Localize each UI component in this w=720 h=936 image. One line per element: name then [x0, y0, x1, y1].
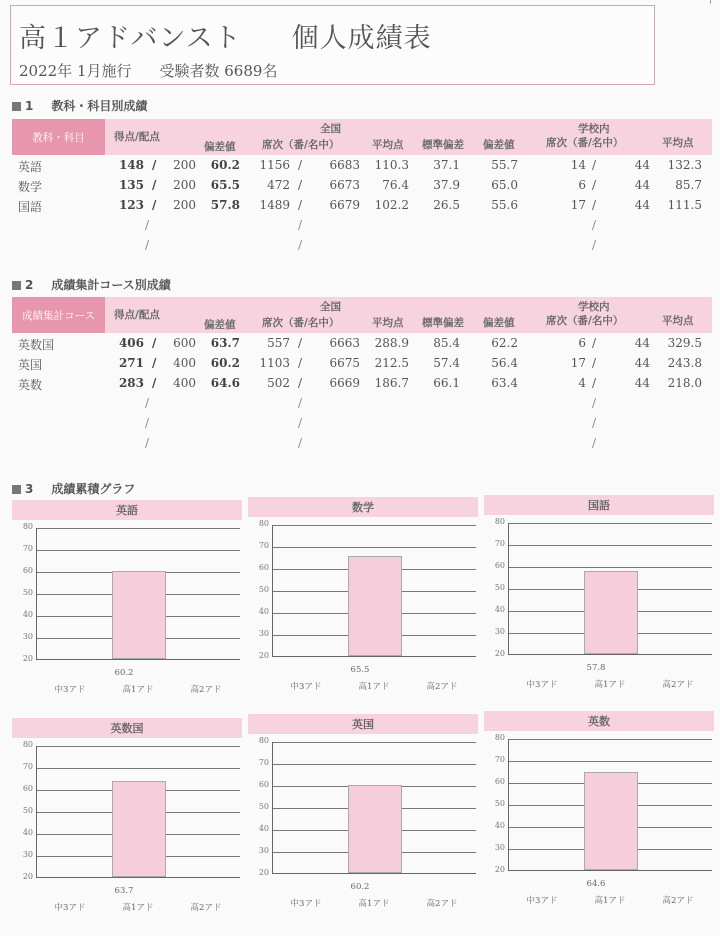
x-tick-label: 高2アド [426, 899, 458, 909]
row-rank: 1156 [259, 158, 290, 172]
row-total: 6683 [329, 158, 360, 172]
square-bullet-icon [12, 102, 21, 111]
slash: / [152, 158, 157, 172]
y-tick-label: 20 [494, 649, 505, 658]
slash: / [592, 218, 597, 232]
y-tick-label: 30 [258, 629, 269, 638]
slash: / [145, 436, 150, 450]
header-first-column: 教科・科目 [12, 119, 105, 155]
slash: / [592, 158, 597, 172]
bar-value-label: 63.7 [114, 886, 134, 896]
table-row [0, 376, 720, 396]
section-3-title: 3 成績累積グラフ [12, 480, 135, 497]
row-score: 271 [118, 356, 144, 370]
chart-title: 英数国 [12, 718, 242, 738]
y-tick-label: 80 [494, 733, 505, 742]
slash: / [592, 356, 597, 370]
slash: / [592, 198, 597, 212]
y-tick-label: 20 [258, 651, 269, 660]
row-school-rank: 4 [578, 376, 586, 390]
header-first-column: 成績集計コース [12, 297, 105, 333]
x-tick-label: 高1アド [358, 899, 390, 909]
y-tick-label: 50 [258, 585, 269, 594]
bar-value-label: 60.2 [350, 882, 370, 892]
row-school-average: 243.8 [667, 356, 702, 370]
header-school-average: 平均点 [662, 315, 694, 327]
table-row [0, 436, 720, 456]
row-max: 200 [173, 158, 196, 172]
row-max: 200 [173, 178, 196, 192]
row-max: 400 [173, 376, 196, 390]
row-total: 6679 [329, 198, 360, 212]
row-max: 400 [173, 356, 196, 370]
header-national: 全国 [320, 301, 341, 313]
header-school-average: 平均点 [662, 137, 694, 149]
bar-chart [12, 500, 242, 710]
y-tick-label: 60 [258, 563, 269, 572]
row-total: 6675 [329, 356, 360, 370]
chart-plot-area [258, 736, 476, 877]
gridline [273, 547, 476, 548]
bar [584, 772, 638, 870]
x-tick-label: 高1アド [122, 903, 154, 913]
row-school-average: 132.3 [667, 158, 702, 172]
slash: / [592, 178, 597, 192]
row-score: 283 [118, 376, 144, 390]
row-total: 6663 [329, 336, 360, 350]
chart-title: 英数 [484, 711, 714, 731]
y-tick-label: 20 [258, 868, 269, 877]
y-tick-label: 30 [258, 846, 269, 855]
row-school-total: 44 [634, 158, 650, 172]
y-tick-label: 50 [258, 802, 269, 811]
y-tick-label: 70 [22, 762, 33, 771]
gridline [37, 528, 240, 529]
header-score: 得点/配点 [114, 131, 160, 143]
x-tick-label: 中3アド [54, 685, 86, 695]
header-school-rank: 席次（番/名中） [546, 137, 624, 149]
row-school-total: 44 [634, 356, 650, 370]
row-average: 76.4 [382, 178, 409, 192]
slash: / [145, 238, 150, 252]
row-school-total: 44 [634, 376, 650, 390]
exam-date: 2022年 1月施行 [19, 62, 132, 80]
slash: / [298, 178, 303, 192]
row-max: 200 [173, 198, 196, 212]
header-rank: 席次（番/名中） [262, 139, 340, 151]
row-score: 123 [118, 198, 144, 212]
x-tick-label: 高2アド [190, 903, 222, 913]
row-rank: 1489 [259, 198, 290, 212]
slash: / [592, 376, 597, 390]
y-tick-label: 20 [22, 654, 33, 663]
bar-chart [12, 718, 242, 928]
y-tick-label: 60 [494, 777, 505, 786]
y-tick-label: 60 [494, 561, 505, 570]
gridline [509, 523, 712, 524]
x-tick-label: 高1アド [594, 680, 626, 690]
row-deviation: 63.7 [210, 336, 240, 350]
row-total: 6669 [329, 376, 360, 390]
row-school-rank: 17 [570, 198, 586, 212]
y-tick-label: 20 [494, 865, 505, 874]
y-tick-label: 30 [494, 843, 505, 852]
bar [348, 556, 402, 656]
y-tick-label: 70 [494, 539, 505, 548]
row-average: 288.9 [374, 336, 409, 350]
slash: / [298, 336, 303, 350]
x-tick-label: 高2アド [662, 680, 694, 690]
section-2-table-header [12, 297, 712, 333]
header-national: 全国 [320, 123, 341, 135]
x-tick-label: 中3アド [54, 903, 86, 913]
header-school: 学校内 [578, 123, 610, 135]
slash: / [298, 376, 303, 390]
bar-chart [248, 714, 478, 924]
y-tick-label: 80 [258, 519, 269, 528]
row-average: 102.2 [374, 198, 409, 212]
row-name: 数学 [18, 180, 43, 194]
row-rank: 1103 [259, 356, 290, 370]
gridline [509, 545, 712, 546]
chart-plot-area [258, 519, 476, 660]
x-tick-label: 高1アド [594, 896, 626, 906]
chart-plot-area [22, 522, 240, 663]
header-school-rank: 席次（番/名中） [546, 315, 624, 327]
row-name: 英数 [18, 378, 43, 392]
y-tick-label: 50 [22, 806, 33, 815]
header-average: 平均点 [372, 317, 404, 329]
header-school-deviation: 偏差値 [483, 139, 515, 151]
row-score: 148 [118, 158, 144, 172]
row-rank: 472 [267, 178, 290, 192]
table-row [0, 336, 720, 356]
row-stddev: 37.1 [433, 158, 460, 172]
y-tick-label: 70 [494, 755, 505, 764]
title-box [10, 5, 655, 85]
y-tick-label: 80 [494, 517, 505, 526]
y-tick-label: 50 [494, 799, 505, 808]
y-tick-label: 60 [22, 566, 33, 575]
y-tick-label: 30 [22, 850, 33, 859]
y-tick-label: 40 [258, 607, 269, 616]
bar [584, 571, 638, 654]
row-deviation: 65.5 [210, 178, 240, 192]
header-school: 学校内 [578, 301, 610, 313]
row-school-rank: 6 [578, 178, 586, 192]
row-school-deviation: 63.4 [491, 376, 518, 390]
exam-name: 高１アドバンスト [19, 23, 242, 54]
row-score: 135 [118, 178, 144, 192]
header-stddev: 標準偏差 [422, 317, 464, 329]
slash: / [145, 416, 150, 430]
chart-title: 英国 [248, 714, 478, 734]
header-rank: 席次（番/名中） [262, 317, 340, 329]
table-row [0, 416, 720, 436]
gridline [37, 746, 240, 747]
row-school-deviation: 56.4 [491, 356, 518, 370]
row-school-rank: 17 [570, 356, 586, 370]
chart-plot-area [494, 517, 712, 658]
row-stddev: 26.5 [433, 198, 460, 212]
chart-title: 国語 [484, 495, 714, 515]
table-row [0, 178, 720, 198]
x-tick-label: 高1アド [358, 682, 390, 692]
table-row [0, 396, 720, 416]
x-tick-label: 高1アド [122, 685, 154, 695]
row-deviation: 64.6 [210, 376, 240, 390]
slash: / [298, 218, 303, 232]
row-average: 186.7 [374, 376, 409, 390]
square-bullet-icon [12, 485, 21, 494]
slash: / [145, 396, 150, 410]
gridline [37, 550, 240, 551]
slash: / [592, 436, 597, 450]
table-row [0, 158, 720, 178]
row-average: 212.5 [374, 356, 409, 370]
slash: / [298, 396, 303, 410]
row-stddev: 37.9 [433, 178, 460, 192]
page-title [19, 16, 432, 55]
x-tick-label: 高2アド [190, 685, 222, 695]
row-max: 600 [173, 336, 196, 350]
bar [348, 785, 402, 873]
row-name: 英語 [18, 160, 43, 174]
row-name: 国語 [18, 200, 43, 214]
row-deviation: 57.8 [210, 198, 240, 212]
gridline [273, 764, 476, 765]
row-school-average: 85.7 [675, 178, 702, 192]
table-row [0, 356, 720, 376]
row-school-total: 44 [634, 178, 650, 192]
table-row [0, 218, 720, 238]
header-stddev: 標準偏差 [422, 139, 464, 151]
section-2-title: 2 成績集計コース別成績 [12, 276, 171, 293]
x-tick-label: 中3アド [290, 899, 322, 909]
y-tick-label: 80 [22, 740, 33, 749]
examinee-count: 受験者数 6689名 [159, 62, 278, 80]
gridline [273, 742, 476, 743]
row-school-total: 44 [634, 336, 650, 350]
row-school-deviation: 55.6 [491, 198, 518, 212]
gridline [509, 567, 712, 568]
slash: / [145, 218, 150, 232]
table-row [0, 238, 720, 258]
gridline [273, 525, 476, 526]
header-average: 平均点 [372, 139, 404, 151]
y-tick-label: 80 [22, 522, 33, 531]
header-deviation: 偏差値 [204, 319, 236, 331]
section-1-table-header [12, 119, 712, 155]
table-row [0, 198, 720, 218]
bar-value-label: 64.6 [586, 879, 606, 889]
row-stddev: 57.4 [433, 356, 460, 370]
y-tick-label: 40 [494, 605, 505, 614]
y-tick-label: 40 [258, 824, 269, 833]
row-rank: 557 [267, 336, 290, 350]
y-tick-label: 50 [22, 588, 33, 597]
row-school-rank: 14 [570, 158, 586, 172]
row-school-rank: 6 [578, 336, 586, 350]
header-deviation: 偏差値 [204, 141, 236, 153]
chart-plot-area [22, 740, 240, 881]
chart-title: 英語 [12, 500, 242, 520]
y-tick-label: 70 [22, 544, 33, 553]
chart-plot-area [494, 733, 712, 874]
y-tick-label: 20 [22, 872, 33, 881]
slash: / [152, 356, 157, 370]
row-score: 406 [118, 336, 144, 350]
report-name: 個人成績表 [291, 23, 432, 54]
x-tick-label: 高2アド [426, 682, 458, 692]
y-tick-label: 60 [258, 780, 269, 789]
exam-info [19, 60, 277, 81]
row-name: 英国 [18, 358, 43, 372]
row-total: 6673 [329, 178, 360, 192]
header-score: 得点/配点 [114, 309, 160, 321]
row-rank: 502 [267, 376, 290, 390]
bar-chart [484, 495, 714, 705]
x-tick-label: 中3アド [526, 896, 558, 906]
slash: / [298, 238, 303, 252]
gridline [509, 761, 712, 762]
row-stddev: 66.1 [433, 376, 460, 390]
bar-value-label: 60.2 [114, 668, 134, 678]
y-tick-label: 40 [22, 828, 33, 837]
square-bullet-icon [12, 281, 21, 290]
slash: / [298, 198, 303, 212]
slash: / [298, 158, 303, 172]
slash: / [152, 178, 157, 192]
row-stddev: 85.4 [433, 336, 460, 350]
row-school-average: 218.0 [667, 376, 702, 390]
slash: / [592, 238, 597, 252]
row-average: 110.3 [374, 158, 409, 172]
bar [112, 571, 166, 659]
y-tick-label: 80 [258, 736, 269, 745]
row-school-total: 44 [634, 198, 650, 212]
slash: / [298, 356, 303, 370]
y-tick-label: 70 [258, 541, 269, 550]
y-tick-label: 60 [22, 784, 33, 793]
slash: / [592, 396, 597, 410]
bar-chart [484, 711, 714, 921]
corner-mark: ' [709, 0, 712, 11]
x-tick-label: 高2アド [662, 896, 694, 906]
y-tick-label: 70 [258, 758, 269, 767]
row-deviation: 60.2 [210, 356, 240, 370]
row-deviation: 60.2 [210, 158, 240, 172]
slash: / [152, 198, 157, 212]
row-school-average: 329.5 [667, 336, 702, 350]
y-tick-label: 30 [494, 627, 505, 636]
row-school-deviation: 62.2 [491, 336, 518, 350]
slash: / [152, 376, 157, 390]
x-tick-label: 中3アド [526, 680, 558, 690]
row-school-deviation: 65.0 [491, 178, 518, 192]
gridline [37, 768, 240, 769]
bar-value-label: 65.5 [350, 665, 370, 675]
x-tick-label: 中3アド [290, 682, 322, 692]
chart-title: 数学 [248, 497, 478, 517]
slash: / [592, 336, 597, 350]
slash: / [298, 436, 303, 450]
y-tick-label: 30 [22, 632, 33, 641]
row-school-average: 111.5 [667, 198, 702, 212]
slash: / [298, 416, 303, 430]
bar-value-label: 57.8 [586, 663, 606, 673]
y-tick-label: 40 [494, 821, 505, 830]
slash: / [592, 416, 597, 430]
slash: / [152, 336, 157, 350]
bar-chart [248, 497, 478, 707]
bar [112, 781, 166, 877]
row-name: 英数国 [18, 338, 55, 352]
y-tick-label: 50 [494, 583, 505, 592]
section-1-title: 1 教科・科目別成績 [12, 97, 147, 114]
y-tick-label: 40 [22, 610, 33, 619]
row-school-deviation: 55.7 [491, 158, 518, 172]
gridline [509, 739, 712, 740]
header-school-deviation: 偏差値 [483, 317, 515, 329]
